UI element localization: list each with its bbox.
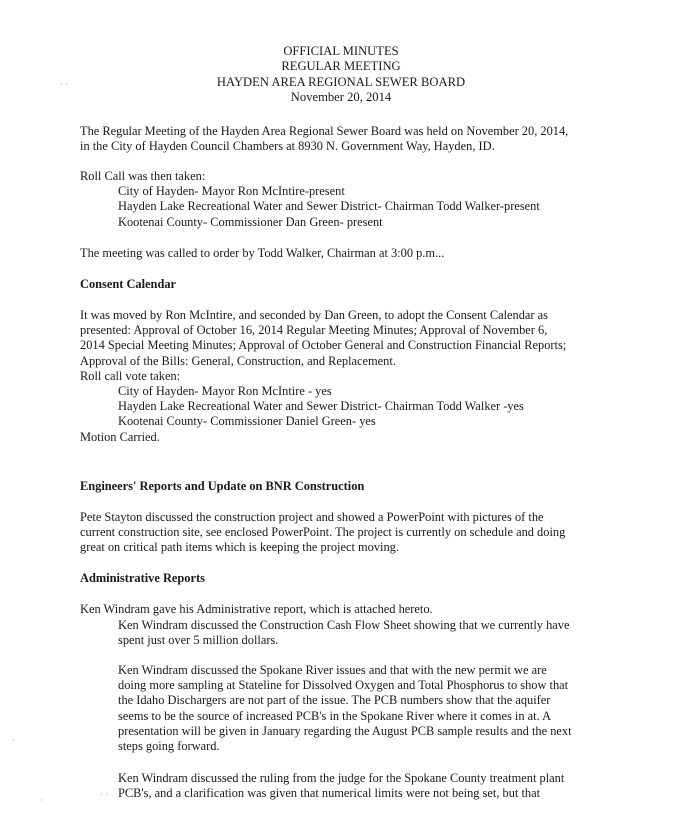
engineers-section [80,479,610,494]
header-board-name: HAYDEN AREA REGIONAL SEWER BOARD [216,74,466,89]
roll-call-item: Kootenai County- Commissioner Dan Green- present [118,214,383,229]
admin-line: spent just over 5 million dollars. [118,633,279,648]
admin-paragraph-1 [80,618,610,648]
admin-paragraph-3 [80,771,610,801]
admin-intro [80,602,610,617]
scan-speck: · [12,735,15,745]
consent-line: 2014 Special Meeting Minutes; Approval of October General and Construction Financial Reports; [80,338,567,353]
vote-item: City of Hayden- Mayor Ron McIntire - yes [118,384,332,399]
admin-line: steps going forward. [118,739,220,754]
motion-result: Motion Carried. [80,429,160,444]
intro-line: in the City of Hayden Council Chambers at 8930 N. Government Way, Hayden, ID. [80,139,495,154]
document-header [0,44,682,106]
admin-intro-text: Ken Windram gave his Administrative report, which is attached hereto. [80,602,433,616]
roll-call-label: Roll Call was then taken: [80,169,206,183]
consent-calendar-heading: Consent Calendar [80,277,177,291]
vote-item: Hayden Lake Recreational Water and Sewer District- Chairman Todd Walker -yes [118,399,524,414]
called-to-order-text: The meeting was called to order by Todd Walker, Chairman at 3:00 p.m... [80,246,445,260]
admin-line: Ken Windram discussed the Spokane River issues and that with the new permit we are [118,663,547,677]
admin-line: doing more sampling at Stateline for Dissolved Oxygen and Total Phosphorus to show that [118,678,569,693]
intro-line: The Regular Meeting of the Hayden Area Regional Sewer Board was held on November 20, 2014, [80,124,569,138]
consent-calendar-section [80,277,610,292]
engineers-heading: Engineers' Reports and Update on BNR Construction [80,479,365,493]
roll-call-item: City of Hayden- Mayor Ron McIntire-present [118,184,345,199]
admin-line: PCB's, and a clarification was given that numerical limits were not being set, but that [118,786,541,801]
engineers-body [80,510,610,556]
admin-line: Ken Windram discussed the ruling from the judge for the Spokane County treatment plant [118,771,565,785]
vote-item: Kootenai County- Commissioner Daniel Green- yes [118,414,376,429]
consent-line: Approval of the Bills: General, Construction, and Replacement. [80,353,396,368]
consent-line: It was moved by Ron McIntire, and seconded by Dan Green, to adopt the Consent Calendar as [80,308,548,322]
scan-speck: · · [100,789,109,799]
scan-speck: · [40,795,43,805]
vote-label: Roll call vote taken: [80,368,181,383]
admin-section [80,571,610,586]
roll-call-item: Hayden Lake Recreational Water and Sewer District- Chairman Todd Walker-present [118,199,540,214]
intro-paragraph [80,124,610,154]
scan-speck: · · [60,79,69,89]
admin-line: presentation will be given in January regarding the August PCB sample results and the next [118,723,572,738]
admin-line: seems to be the source of increased PCB's in the Spokane River where it comes in at. A [118,708,552,723]
admin-paragraph-2 [80,663,610,754]
admin-line: Ken Windram discussed the Construction Cash Flow Sheet showing that we currently have [118,618,570,632]
admin-line: the Idaho Dischargers are not part of the issue. The PCB numbers show that the aquifer [118,693,551,708]
header-date: November 20, 2014 [290,90,392,105]
engineers-line: great on critical path items which is keeping the project moving. [80,540,399,555]
consent-line: presented: Approval of October 16, 2014 Regular Meeting Minutes; Approval of November 6, [80,323,548,338]
admin-heading: Administrative Reports [80,571,205,585]
consent-calendar-body [80,308,610,445]
header-title: OFFICIAL MINUTES [283,44,399,58]
engineers-line: Pete Stayton discussed the construction project and showed a PowerPoint with pictures of the [80,510,544,524]
called-to-order [80,246,610,261]
roll-call-section [80,169,610,230]
header-meeting-type: REGULAR MEETING [281,59,401,74]
engineers-line: current construction site, see enclosed PowerPoint. The project is currently on schedule and doing [80,525,566,540]
